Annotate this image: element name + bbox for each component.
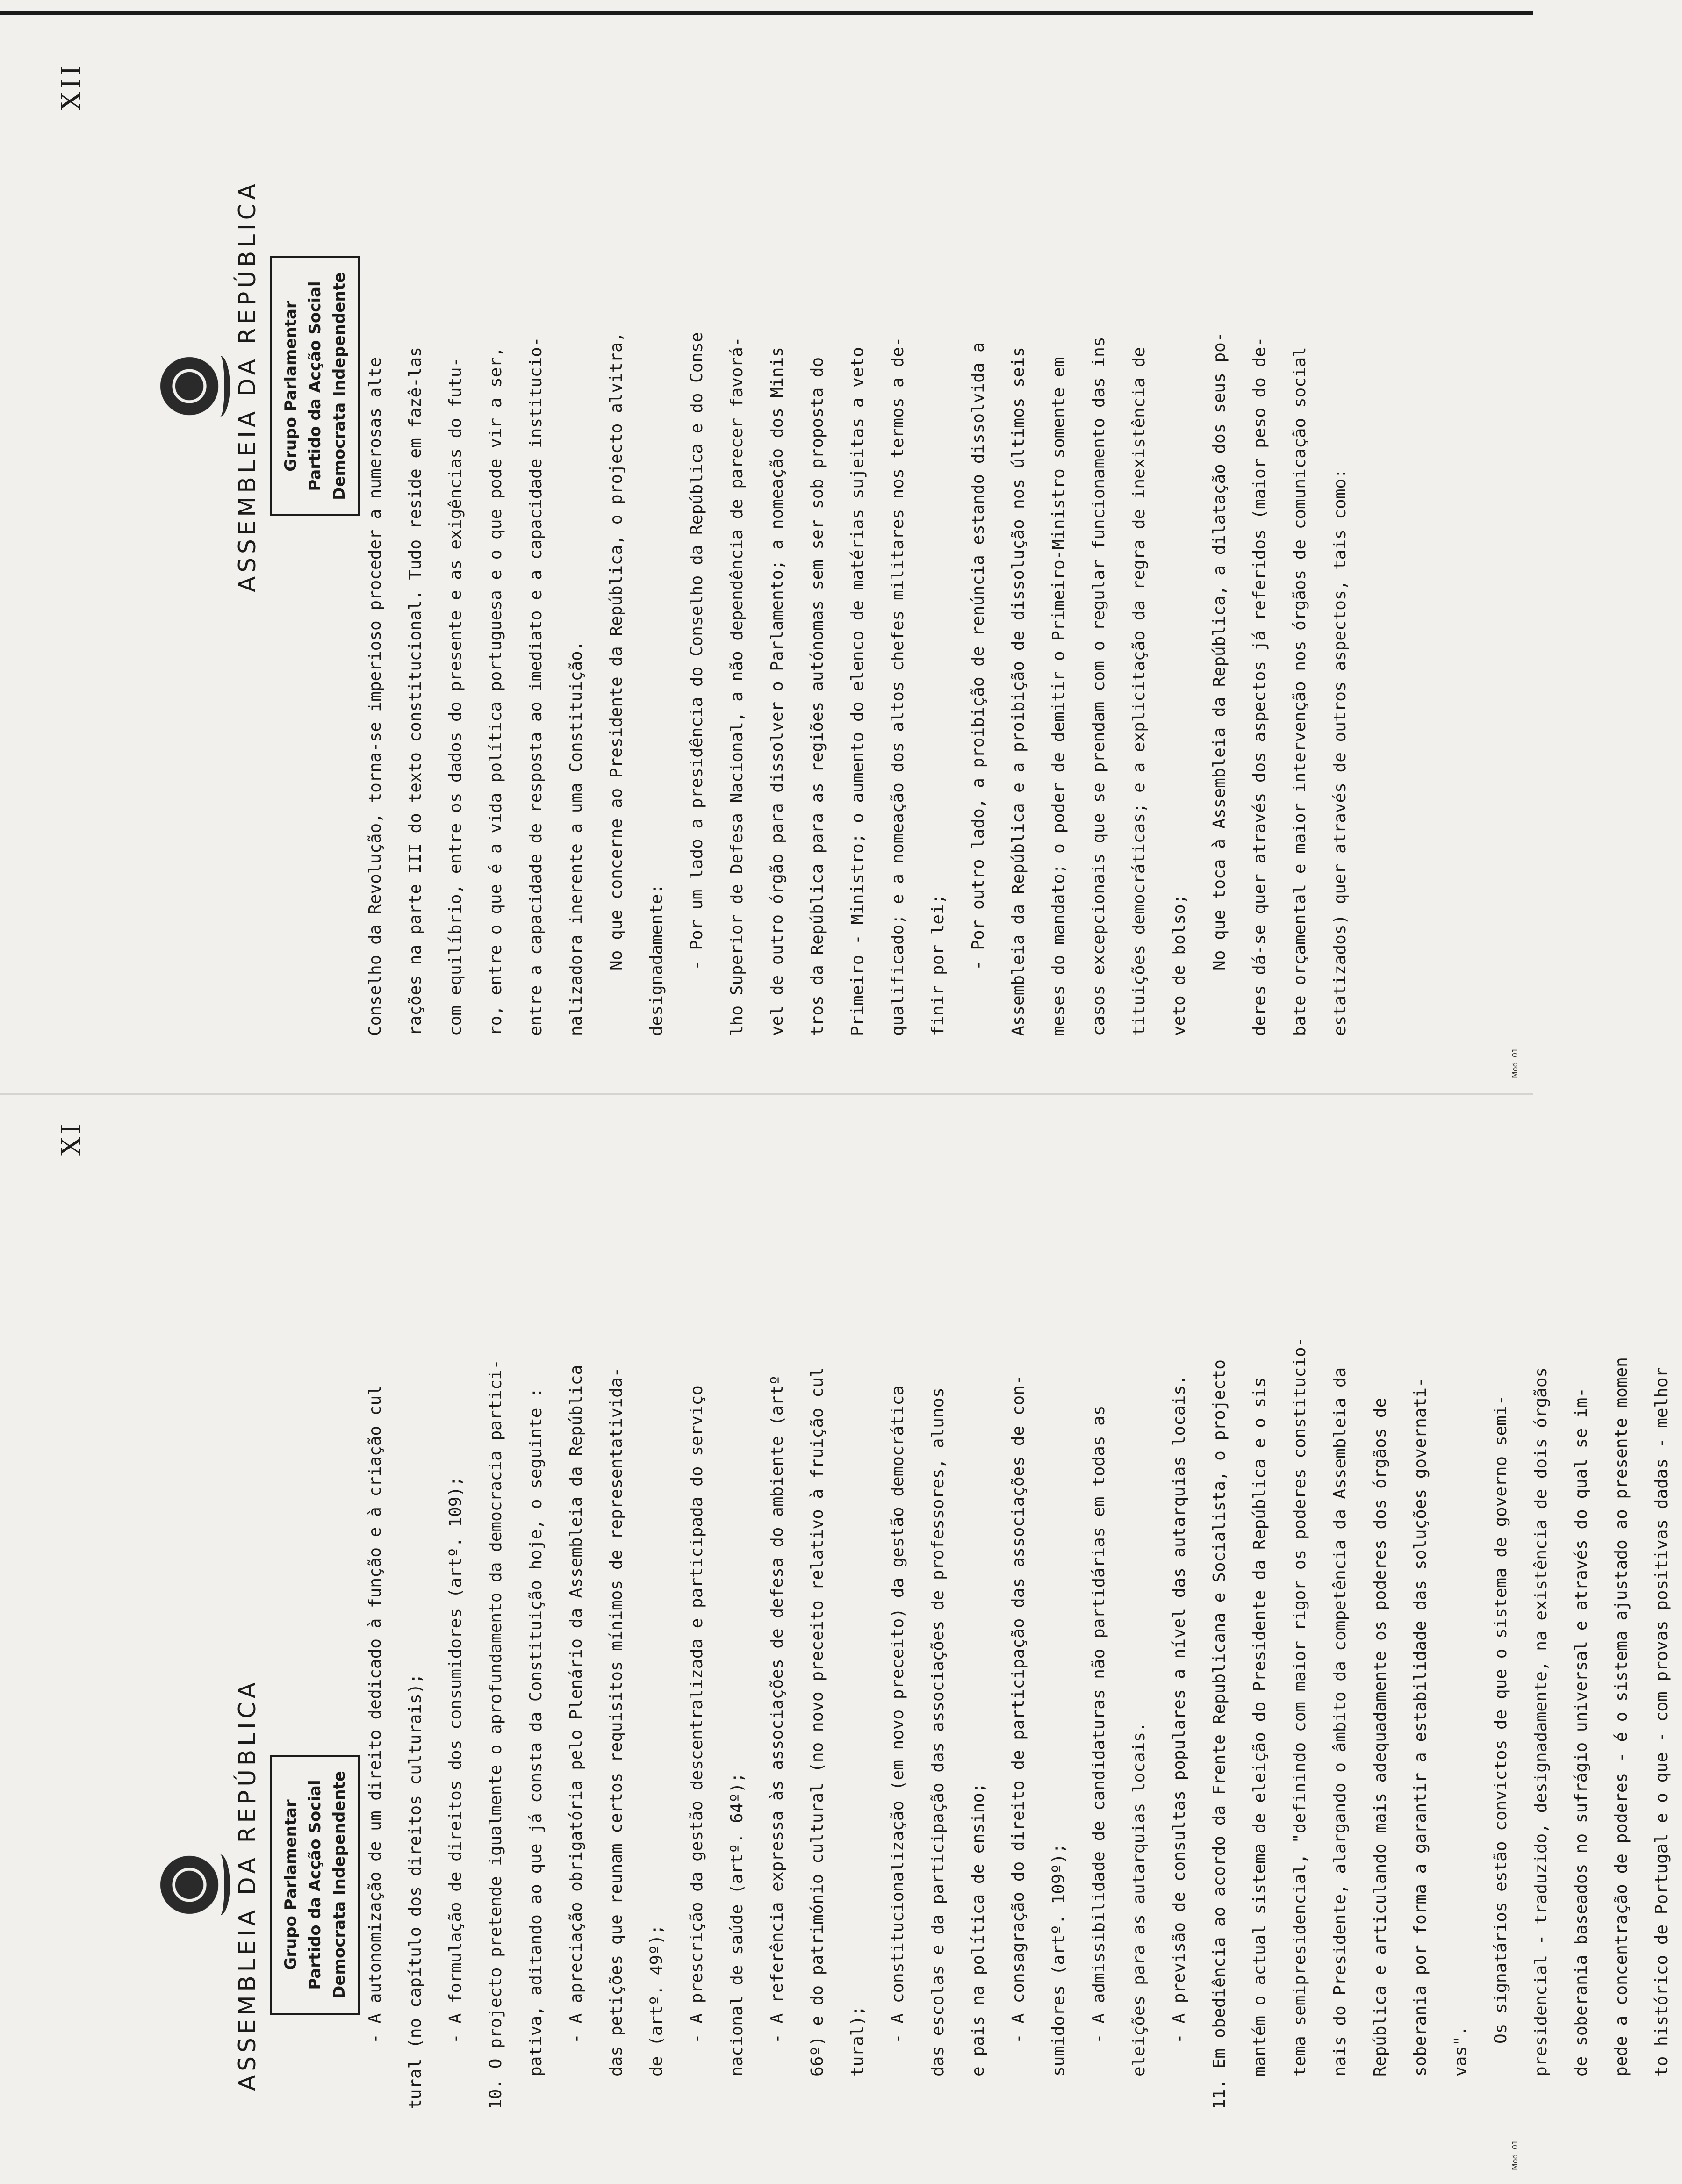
text-line: tural (no capítulo dos direitos culturais);: [406, 1674, 425, 2109]
text-line: vas".: [1451, 2026, 1470, 2076]
text-line: - A formulação de direitos dos consumidores (artº. 109);: [446, 1476, 465, 2044]
text-line: - A referência expressa às associações de defesa do ambiente (artº: [768, 1375, 787, 2044]
text-line: República e articulando mais adequadamente os poderes dos órgãos de: [1371, 1397, 1390, 2076]
assembly-name: ASSEMBLEIA DA REPÚBLICA: [234, 180, 261, 592]
text-line: - Por um lado a presidência do Conselho da República e do Conse: [687, 332, 706, 970]
group-line: Grupo Parlamentar: [281, 301, 300, 472]
party-group-box: [270, 1755, 360, 2015]
group-line: Democrata Independente: [330, 272, 349, 500]
text-line: tituições democráticas; e a explicitação da regra de inexistência de: [1129, 347, 1149, 1036]
text-line: veto de bolso;: [1170, 894, 1189, 1036]
text-line: Os signatários estão convictos de que o sistema de governo semi-: [1491, 1395, 1510, 2044]
scan-edge: [0, 11, 1533, 15]
group-line: Partido da Acção Social: [306, 281, 324, 491]
text-line: nais do Presidente, alargando o âmbito da competência da Assembleia da: [1330, 1367, 1350, 2076]
right-page: [0, 0, 1533, 1092]
text-line: sumidores (artº. 109º);: [1049, 1843, 1068, 2076]
letterhead: [154, 157, 360, 615]
text-line: estatizados) quer através de outros aspectos, tais como:: [1330, 468, 1350, 1036]
text-line: mantém o actual sistema de eleição do Presidente da República e o sis: [1250, 1377, 1269, 2076]
text-line: - A consagração do direito de participação das associações de con-: [1009, 1375, 1028, 2044]
text-line: qualificado; e a nomeação dos altos chefes militares nos termos a de-: [888, 337, 907, 1036]
text-line: eleições para as autarquias locais.: [1129, 1722, 1149, 2076]
text-line: com equilíbrio, entre os dados do presente e as exigências do futu-: [446, 357, 465, 1036]
text-line: Primeiro - Ministro; o aumento do elenco de matérias sujeitas a veto: [848, 347, 867, 1036]
text-line: rações na parte III do texto constitucional. Tudo reside em fazê-las: [406, 347, 425, 1036]
text-line: das petições que reunam certos requisitos mínimos de representativida-: [607, 1367, 626, 2076]
form-code: Mod. 01: [1510, 1048, 1519, 1078]
page-number: XII: [56, 62, 86, 110]
body-text: [355, 1249, 1682, 2109]
text-line: meses do mandato; o poder de demitir o Primeiro-Ministro somente em: [1049, 357, 1068, 1036]
text-line: casos excepcionais que se prendam com o regular funcionamento das ins: [1089, 337, 1108, 1036]
text-line: - Por outro lado, a proibição de renúncia estando dissolvida a: [969, 342, 988, 970]
text-line: nacional de saúde (artº. 64º);: [727, 1772, 747, 2076]
text-line: pede a concentração de poderes - é o sistema ajustado ao presente momen: [1612, 1357, 1631, 2076]
text-line: to histórico de Portugal e o que - com provas positivas dadas - melhor: [1652, 1367, 1671, 2076]
group-line: Democrata Independente: [330, 1771, 349, 1999]
text-line: - A admissibilidade de candidaturas não partidárias em todas as: [1089, 1405, 1108, 2044]
group-line: Grupo Parlamentar: [281, 1799, 300, 1970]
text-line: tema semipresidencial, "definindo com maior rigor os poderes constitucio-: [1290, 1336, 1309, 2076]
text-line: - A previsão de consultas populares a nível das autarquias locais.: [1170, 1375, 1189, 2044]
form-code: Mod. 01: [1510, 2140, 1519, 2170]
text-line: No que concerne ao Presidente da República, o projecto alvitra,: [607, 332, 626, 970]
text-line: presidencial - traduzido, designadamente, na existência de dois órgãos: [1531, 1367, 1551, 2076]
text-line: deres dá-se quer através dos aspectos já referidos (maior peso do de-: [1250, 337, 1269, 1036]
text-line: pativa, aditando ao que já consta da Constituição hoje, o seguinte :: [526, 1387, 546, 2076]
text-line: de (artº. 49º);: [647, 1924, 666, 2076]
group-line: Partido da Acção Social: [306, 1780, 324, 1990]
text-line: - A constitucionalização (em novo preceito) da gestão democrática: [888, 1385, 907, 2044]
text-line: vel de outro órgão para dissolver o Parlamento; a nomeação dos Minis: [768, 347, 787, 1036]
text-line: entre a capacidade de resposta ao imediato e a capacidade institucio-: [526, 337, 546, 1036]
text-line: de soberania baseados no sufrágio universal e através do qual se im-: [1572, 1387, 1591, 2076]
text-line: bate orçamental e maior intervenção nos órgãos de comunicação social: [1290, 347, 1309, 1036]
text-line: ro, entre o que é a vida política portuguesa e o que pode vir a ser,: [486, 347, 505, 1036]
letterhead: [154, 1656, 360, 2114]
text-line: designadamente:: [647, 884, 666, 1036]
text-line: tural);: [848, 2005, 867, 2076]
text-line: e pais na política de ensino;: [969, 1782, 988, 2076]
coat-of-arms-icon: [154, 1850, 224, 1920]
text-line: 66º) e do património cultural (no novo preceito relativo à fruição cul: [808, 1367, 827, 2076]
assembly-name: ASSEMBLEIA DA REPÚBLICA: [234, 1679, 261, 2091]
text-line: tros da República para as regiões autónomas sem ser sob proposta do: [808, 357, 827, 1036]
party-group-box: [270, 256, 360, 516]
body-text: [355, 176, 1360, 1036]
page-number: XI: [56, 1121, 86, 1156]
left-page: [0, 1092, 1671, 2184]
text-line: - A prescrição da gestão descentralizada e participada do serviço: [687, 1385, 706, 2044]
page-divider: [0, 1093, 1533, 1095]
text-line: lho Superior de Defesa Nacional, a não dependência de parecer favorá-: [727, 337, 747, 1036]
text-line: - A autonomização de um direito dedicado à função e à criação cul: [366, 1385, 385, 2044]
text-line: 11. Em obediência ao acordo da Frente Republicana e Socialista, o projecto: [1210, 1359, 1229, 2109]
coat-of-arms-icon: [154, 351, 224, 421]
text-line: nalizadora inerente a uma Constituição.: [567, 640, 586, 1036]
text-line: soberania por forma a garantir a estabilidade das soluções governati-: [1411, 1377, 1430, 2076]
text-line: das escolas e da participação das associações de professores, alunos: [928, 1387, 948, 2076]
text-line: Conselho da Revolução, torna-se imperioso proceder a numerosas alte: [366, 357, 385, 1036]
text-line: Assembleia da República e a proibição de dissolução nos últimos seis: [1009, 347, 1028, 1036]
text-line: - A apreciação obrigatória pelo Plenário da Assembleia da República: [567, 1365, 586, 2044]
text-line: finir por lei;: [928, 894, 948, 1036]
text-line: No que toca à Assembleia da República, a dilatação dos seus po-: [1210, 332, 1229, 970]
text-line: 10. O projecto pretende igualmente o aprofundamento da democracia partici-: [486, 1359, 505, 2109]
